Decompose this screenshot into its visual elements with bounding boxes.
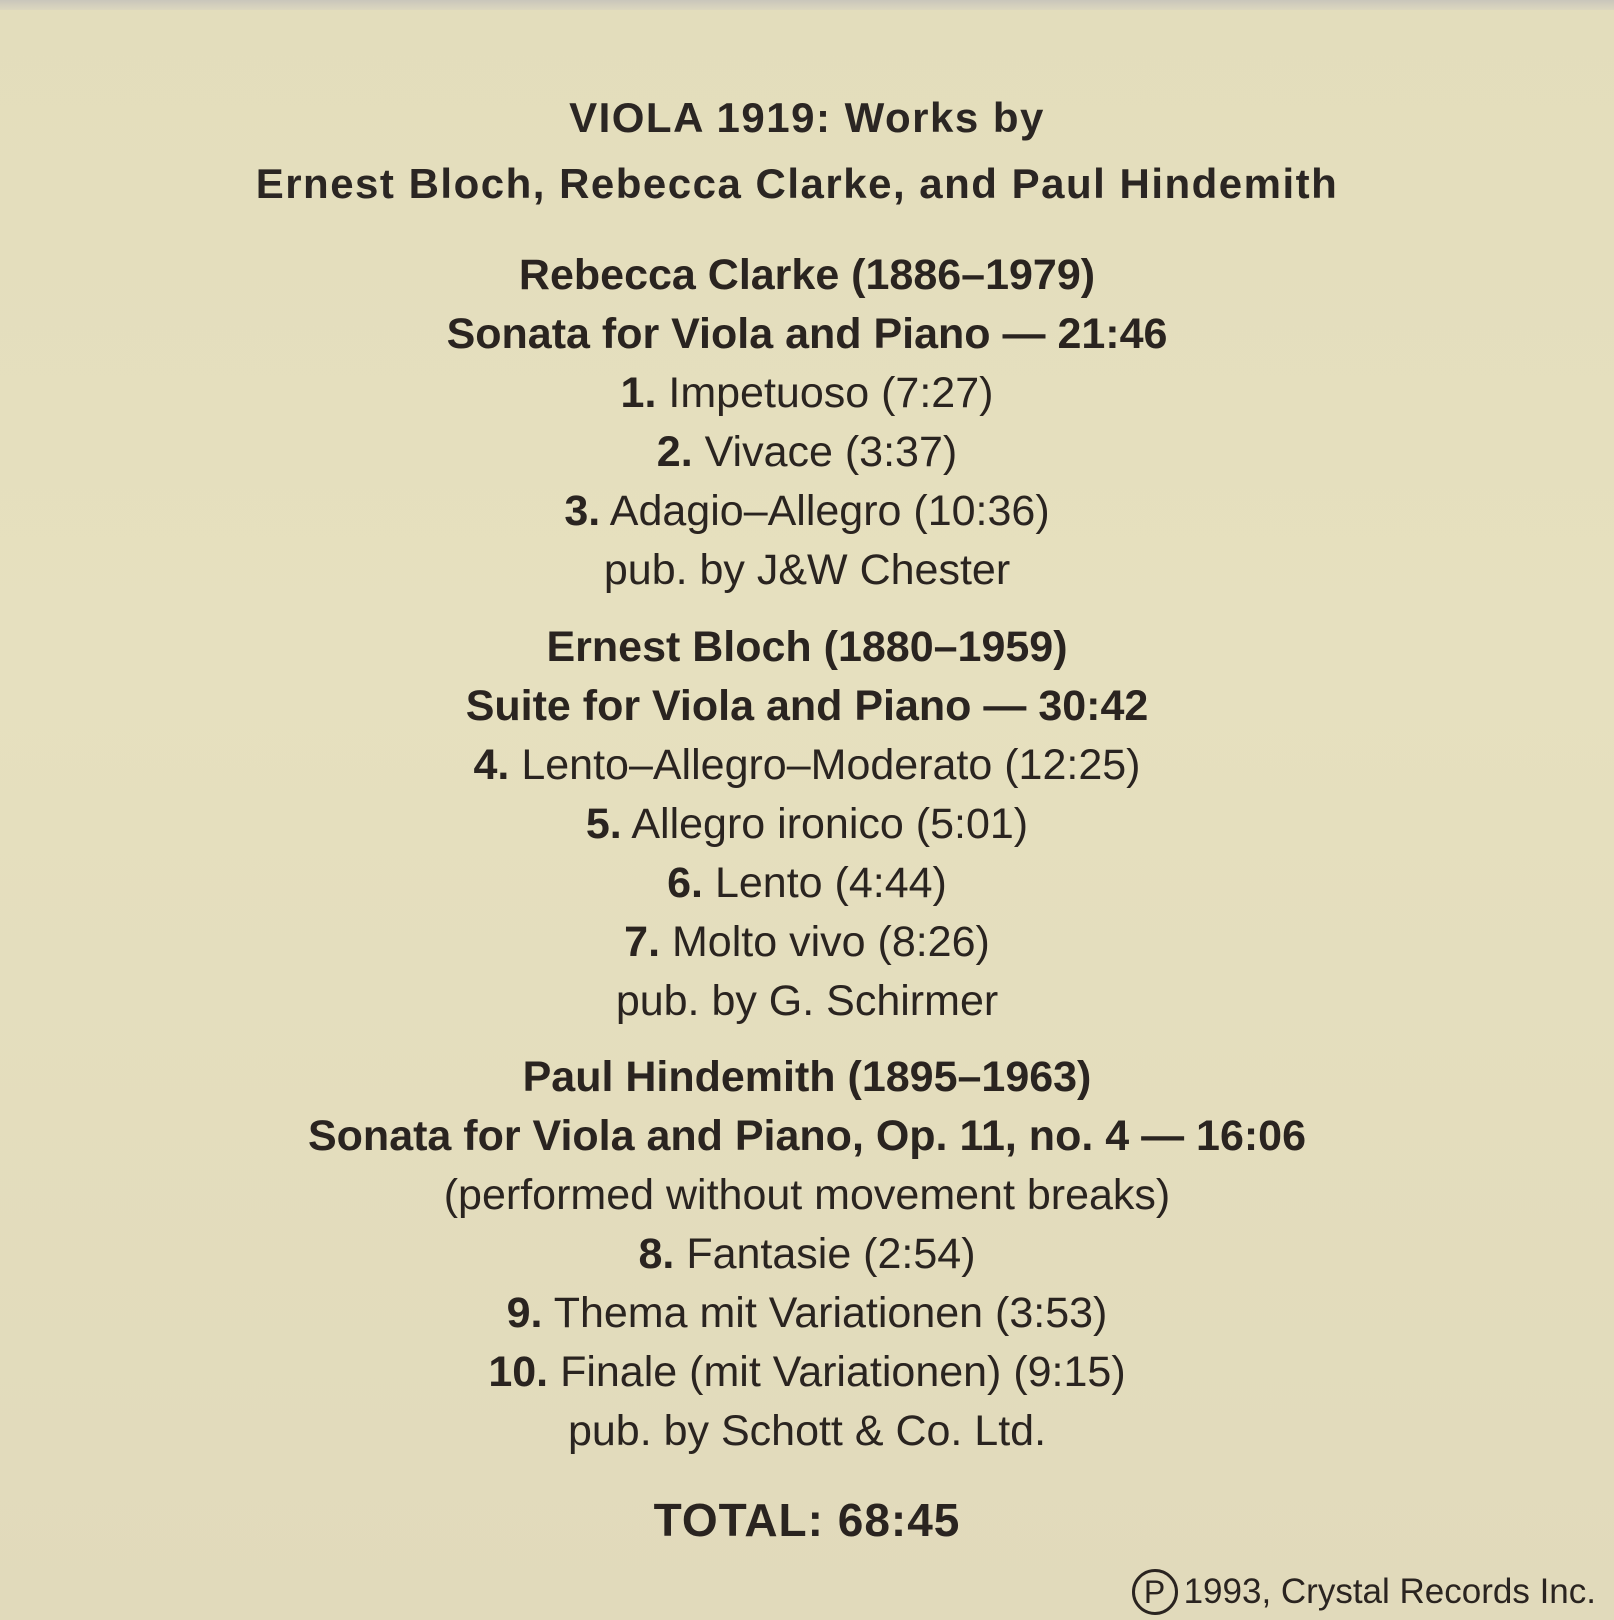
publisher: pub. by G. Schirmer: [615, 977, 999, 1025]
track-title: Lento (4:44): [714, 859, 947, 907]
performance-note: (performed without movement breaks): [443, 1171, 1171, 1219]
track-item: [0, 913, 1614, 972]
publisher: pub. by Schott & Co. Ltd.: [567, 1407, 1047, 1455]
track-title: Adagio–Allegro (10:36): [609, 487, 1050, 535]
track-title: Vivace (3:37): [704, 428, 958, 476]
track-item: [0, 423, 1614, 482]
track-title: Allegro ironico (5:01): [631, 800, 1029, 848]
phonogram-icon: P: [1132, 1569, 1178, 1615]
composer-name: Paul Hindemith (1895–1963): [522, 1053, 1092, 1101]
track-item: [0, 795, 1614, 854]
work-title: Sonata for Viola and Piano, Op. 11, no. 4 — 16:06: [307, 1112, 1307, 1160]
composer-name: Ernest Bloch (1880–1959): [546, 623, 1068, 671]
copyright-notice: [1132, 1564, 1596, 1620]
track-title: Impetuoso (7:27): [668, 369, 994, 417]
copyright-text: 1993, Crystal Records Inc.: [1183, 1572, 1596, 1611]
track-item: [0, 854, 1614, 913]
track-title: Fantasie (2:54): [686, 1230, 976, 1278]
section-clarke: [0, 246, 1614, 600]
track-number: 10.: [488, 1348, 549, 1396]
track-item: [0, 1225, 1614, 1284]
work-title: Sonata for Viola and Piano — 21:46: [446, 310, 1168, 358]
track-item: [0, 1284, 1614, 1343]
track-number: 7.: [624, 918, 661, 966]
track-number: 2.: [656, 428, 693, 476]
track-number: 1.: [620, 369, 657, 417]
track-number: 5.: [585, 800, 622, 848]
track-item: [0, 364, 1614, 423]
track-number: 9.: [506, 1289, 543, 1337]
composer-name: Rebecca Clarke (1886–1979): [518, 251, 1096, 299]
track-title: Finale (mit Variationen) (9:15): [560, 1348, 1126, 1396]
track-number: 4.: [473, 741, 510, 789]
track-title: Thema mit Variationen (3:53): [553, 1289, 1108, 1337]
track-item: [0, 1343, 1614, 1402]
work-title: Suite for Viola and Piano — 30:42: [465, 682, 1149, 730]
track-title: Molto vivo (8:26): [671, 918, 990, 966]
track-title: Lento–Allegro–Moderato (12:25): [521, 741, 1141, 789]
album-subtitle: Ernest Bloch, Rebecca Clarke, and Paul Hindemith: [255, 160, 1339, 207]
track-number: 3.: [564, 487, 601, 535]
track-number: 8.: [638, 1230, 675, 1278]
album-title: VIOLA 1919: Works by: [569, 94, 1045, 141]
track-item: [0, 482, 1614, 541]
track-number: 6.: [667, 859, 704, 907]
publisher: pub. by J&W Chester: [603, 546, 1011, 594]
section-hindemith: [0, 1048, 1614, 1461]
track-item: [0, 736, 1614, 795]
top-edge: [0, 0, 1614, 10]
section-bloch: [0, 618, 1614, 1031]
total-time: TOTAL: 68:45: [653, 1494, 961, 1546]
